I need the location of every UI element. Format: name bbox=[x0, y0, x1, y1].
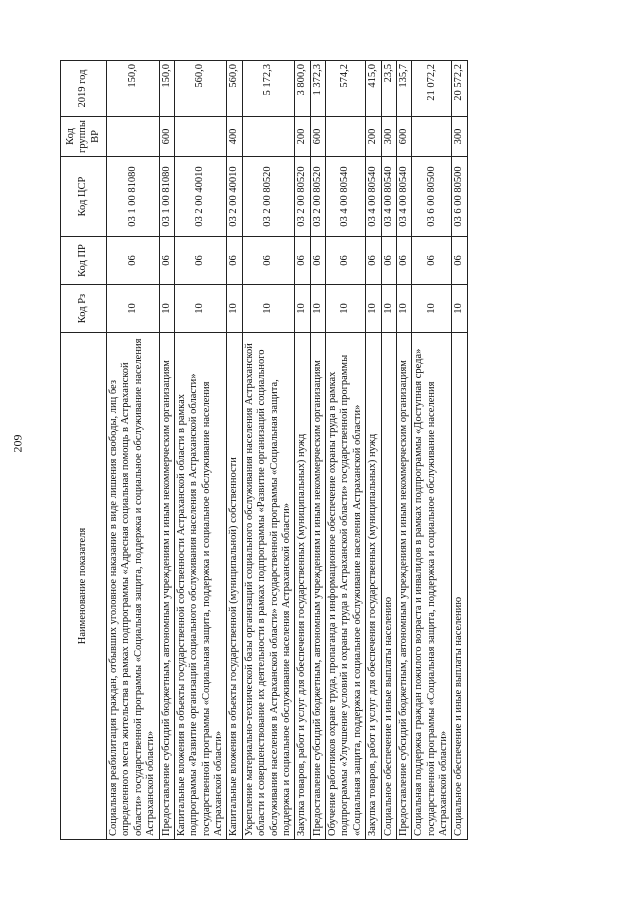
header-pr: Код ПР bbox=[61, 237, 107, 285]
cell-csr: 03 2 00 40010 bbox=[174, 157, 227, 237]
cell-pr: 06 bbox=[295, 237, 310, 285]
table-row bbox=[452, 61, 467, 840]
budget-table bbox=[60, 60, 468, 840]
cell-pr: 06 bbox=[396, 237, 411, 285]
cell-name: Социальное обеспечение и иные выплаты населению bbox=[452, 333, 467, 840]
cell-year: 5 172,3 bbox=[242, 61, 295, 117]
table-row bbox=[396, 61, 411, 840]
cell-name: Социальная поддержка граждан пожилого возраста и инвалидов в рамках подпрограммы «Доступная среда» государственной программы «Социальная защита, поддержка и социальное обслуживание населения Астраханской области» bbox=[412, 333, 452, 840]
cell-pr: 06 bbox=[381, 237, 396, 285]
cell-vr: 300 bbox=[381, 117, 396, 157]
cell-csr: 03 4 00 80540 bbox=[381, 157, 396, 237]
cell-csr: 03 2 00 80520 bbox=[310, 157, 325, 237]
cell-pr: 06 bbox=[242, 237, 295, 285]
cell-year: 1 372,3 bbox=[310, 61, 325, 117]
cell-pr: 06 bbox=[227, 237, 242, 285]
cell-year: 20 572,2 bbox=[452, 61, 467, 117]
cell-rz: 10 bbox=[174, 285, 227, 333]
cell-name: Закупка товаров, работ и услуг для обеспечения государственных (муниципальных) нужд bbox=[295, 333, 310, 840]
cell-rz: 10 bbox=[107, 285, 160, 333]
cell-year: 560,0 bbox=[227, 61, 242, 117]
cell-csr: 03 2 00 80520 bbox=[242, 157, 295, 237]
cell-rz: 10 bbox=[366, 285, 381, 333]
header-name: Наименование показателя bbox=[61, 333, 107, 840]
cell-name: Капитальные вложения в объекты государственной (муниципальной) собственности bbox=[227, 333, 242, 840]
cell-year: 135,7 bbox=[396, 61, 411, 117]
table-row bbox=[242, 61, 295, 840]
table-row bbox=[366, 61, 381, 840]
cell-vr: 600 bbox=[310, 117, 325, 157]
cell-name: Капитальные вложения в объекты государственной собственности Астраханской области в рамках подпрограммы «Развитие организаций социального обслуживания населения в Астраханской области» государственной программы «Социальная защита, поддержка и социальное обслуживание населения Астраханской области» bbox=[174, 333, 227, 840]
cell-vr bbox=[412, 117, 452, 157]
table-body bbox=[107, 61, 468, 840]
cell-vr bbox=[107, 117, 160, 157]
cell-pr: 06 bbox=[366, 237, 381, 285]
table-row bbox=[381, 61, 396, 840]
cell-pr: 06 bbox=[326, 237, 366, 285]
cell-pr: 06 bbox=[174, 237, 227, 285]
cell-year: 3 800,0 bbox=[295, 61, 310, 117]
cell-vr: 300 bbox=[452, 117, 467, 157]
cell-csr: 03 4 00 80540 bbox=[396, 157, 411, 237]
cell-vr bbox=[326, 117, 366, 157]
page-number: 209 bbox=[10, 434, 25, 453]
cell-csr: 03 1 00 81080 bbox=[159, 157, 174, 237]
cell-year: 574,2 bbox=[326, 61, 366, 117]
cell-csr: 03 6 00 80500 bbox=[412, 157, 452, 237]
cell-rz: 10 bbox=[227, 285, 242, 333]
table-row bbox=[159, 61, 174, 840]
header-csr: Код ЦСР bbox=[61, 157, 107, 237]
table-row bbox=[174, 61, 227, 840]
cell-rz: 10 bbox=[412, 285, 452, 333]
cell-year: 150,0 bbox=[159, 61, 174, 117]
cell-rz: 10 bbox=[242, 285, 295, 333]
cell-name: Закупка товаров, работ и услуг для обеспечения государственных (муниципальных) нужд bbox=[366, 333, 381, 840]
cell-year: 560,0 bbox=[174, 61, 227, 117]
cell-name: Обучение работников охране труда, пропаганда и информационное обеспечение охраны труда в рамках подпрограммы «Улучшение условий и охраны труда в Астраханской области» государственной программы «Социальная защита, поддержка и социальное обслуживание населения Астраханской области» bbox=[326, 333, 366, 840]
cell-year: 150,0 bbox=[107, 61, 160, 117]
budget-table-frame bbox=[60, 60, 594, 840]
cell-csr: 03 1 00 81080 bbox=[107, 157, 160, 237]
header-rz: Код Рз bbox=[61, 285, 107, 333]
cell-rz: 10 bbox=[159, 285, 174, 333]
cell-name: Предоставление субсидий бюджетным, автономным учреждениям и иным некоммерческим организациям bbox=[310, 333, 325, 840]
cell-rz: 10 bbox=[396, 285, 411, 333]
cell-pr: 06 bbox=[412, 237, 452, 285]
table-row bbox=[412, 61, 452, 840]
cell-csr: 03 2 00 40010 bbox=[227, 157, 242, 237]
cell-name: Предоставление субсидий бюджетным, автономным учреждениям и иным некоммерческим организациям bbox=[159, 333, 174, 840]
cell-csr: 03 2 00 80520 bbox=[295, 157, 310, 237]
table-row bbox=[227, 61, 242, 840]
cell-vr: 600 bbox=[396, 117, 411, 157]
table-row bbox=[107, 61, 160, 840]
table-row bbox=[295, 61, 310, 840]
cell-vr: 400 bbox=[227, 117, 242, 157]
cell-year: 21 072,2 bbox=[412, 61, 452, 117]
cell-vr bbox=[174, 117, 227, 157]
cell-vr: 200 bbox=[366, 117, 381, 157]
cell-name: Предоставление субсидий бюджетным, автономным учреждениям и иным некоммерческим организациям bbox=[396, 333, 411, 840]
cell-name: Укрепление материально-технической базы организаций социального обслуживания населения Астраханской области и совершенствование их деятельности в рамках подпрограммы «Развитие организаций социального обслуживания населения в Астраханской области» государственной программы «Социальная защита, поддержка и социальное обслуживание населения Астраханской области» bbox=[242, 333, 295, 840]
cell-rz: 10 bbox=[381, 285, 396, 333]
cell-name: Социальная реабилитация граждан, отбывших уголовное наказание в виде лишения свободы, лиц без определенного места жительства в рамках подпрограммы «Адресная социальная помощь в Астраханской области» государственной программы «Социальная защита, поддержка и социальное обслуживание населения Астраханской области» bbox=[107, 333, 160, 840]
cell-pr: 06 bbox=[107, 237, 160, 285]
cell-csr: 03 4 00 80540 bbox=[366, 157, 381, 237]
header-year: 2019 год bbox=[61, 61, 107, 117]
cell-pr: 06 bbox=[310, 237, 325, 285]
cell-vr bbox=[242, 117, 295, 157]
header-vr: Код группы ВР bbox=[61, 117, 107, 157]
cell-csr: 03 6 00 80500 bbox=[452, 157, 467, 237]
cell-rz: 10 bbox=[326, 285, 366, 333]
header-row bbox=[61, 61, 107, 840]
cell-vr: 200 bbox=[295, 117, 310, 157]
cell-year: 23,5 bbox=[381, 61, 396, 117]
cell-pr: 06 bbox=[452, 237, 467, 285]
cell-year: 415,0 bbox=[366, 61, 381, 117]
table-row bbox=[326, 61, 366, 840]
table-row bbox=[310, 61, 325, 840]
cell-rz: 10 bbox=[310, 285, 325, 333]
cell-pr: 06 bbox=[159, 237, 174, 285]
cell-csr: 03 4 00 80540 bbox=[326, 157, 366, 237]
cell-rz: 10 bbox=[452, 285, 467, 333]
cell-vr: 600 bbox=[159, 117, 174, 157]
cell-rz: 10 bbox=[295, 285, 310, 333]
cell-name: Социальное обеспечение и иные выплаты населению bbox=[381, 333, 396, 840]
